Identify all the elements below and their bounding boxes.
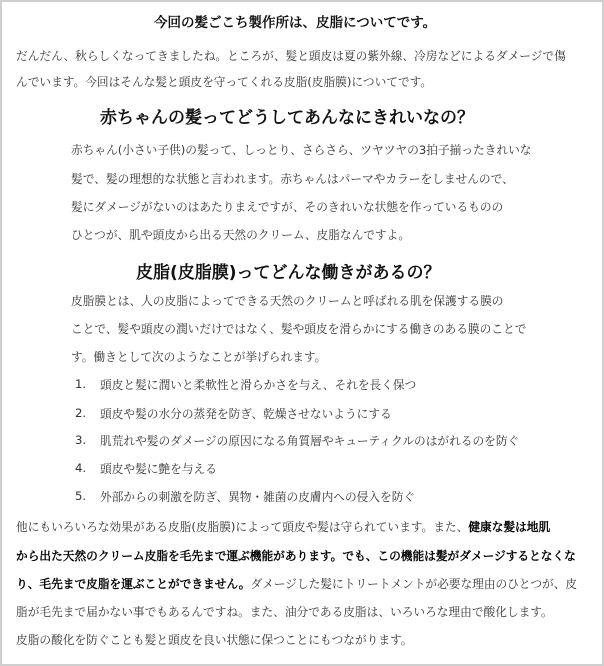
list-item-text: 頭皮や髪に艶を与える	[100, 462, 217, 476]
closing-line-1-bold: 健康な髪は地肌	[468, 520, 551, 534]
list-item-text: 頭皮や髪の水分の蒸発を防ぎ、乾燥させないようにする	[100, 407, 392, 421]
list-item-number: 1.	[75, 377, 87, 391]
section1-line-3: 髪にダメージがないのはあたりまえですが、そのきれいな状態を作っているものの	[71, 200, 504, 214]
closing-line-3	[16, 576, 577, 592]
list-item-number: 4.	[75, 461, 87, 475]
intro-line-2: んでいます。今回はそんな髪と頭皮を守ってくれる皮脂(皮脂膜)についてです。	[16, 75, 433, 89]
list-item-number: 2.	[75, 406, 87, 420]
intro-line-1: だんだん、秋らしくなってきましたね。ところが、髪と頭皮は夏の紫外線、冷房などによるダメージで傷	[16, 49, 566, 63]
section1-line-1: 赤ちゃん(小さい子供)の髪って、しっとり、さらさら、ツヤツヤの3拍子揃ったきれいな	[71, 143, 532, 157]
list-item-number: 5.	[75, 489, 87, 503]
closing-line-3-normal: ダメージした髪にトリートメントが必要な理由のひとつが、皮	[250, 577, 578, 591]
closing-line-3-bold: り、毛先まで皮脂を運ぶことができません。	[16, 577, 251, 591]
closing-line-2: から出た天然のクリーム皮脂を毛先まで運ぶ機能があります。でも、この機能は髪がダメージするとなくな	[16, 549, 576, 563]
closing-line-1-normal: 他にもいろいろな効果がある皮脂(皮脂膜)によって頭皮や髪は守られています。また、	[16, 520, 469, 534]
list-item-text: 肌荒れや髪のダメージの原因になる角質層やキューティクルのはがれるのを防ぐ	[100, 434, 520, 448]
section1-line-2: 髪で、髪の理想的な状態と言われます。赤ちゃんはパーマやカラーをしませんので、	[71, 172, 514, 186]
section2-line-3: す。働きとして次のようなことが挙げられます。	[71, 350, 327, 364]
closing-line-5: 皮脂の酸化を防ぐことも髪と頭皮を良い状態に保つことにもつながります。	[16, 633, 413, 647]
list-item-text: 頭皮と髪に潤いと柔軟性と滑らかさを与え、それを長く保つ	[100, 378, 417, 392]
closing-line-1	[16, 519, 550, 535]
section2-line-2: ことで、髪や頭皮の潤いだけではなく、髪や頭皮を滑らかにする働きのある膜のことで	[71, 322, 527, 336]
closing-line-4: 脂が毛先まで届かない事でもあるんですね。また、油分である皮脂は、いろいろな理由で酸化します。	[16, 605, 553, 619]
section1-heading: 赤ちゃんの髪ってどうしてあんなにきれいなの？	[100, 108, 474, 128]
section2-line-1: 皮脂膜とは、人の皮脂によってできる天然のクリームと呼ばれる肌を保護する膜の	[71, 294, 504, 308]
section1-line-4: ひとつが、肌や頭皮から出る天然のクリーム、皮脂なんですよ。	[71, 228, 411, 242]
list-item-number: 3.	[75, 433, 87, 447]
page-title: 今回の髪ごこち製作所は、皮脂についてです。	[154, 15, 437, 31]
list-item-text: 外部からの刺激を防ぎ、異物・雑菌の皮膚内への侵入を防ぐ	[100, 490, 416, 504]
section2-heading: 皮脂(皮脂膜)ってどんな働きがあるの？	[136, 263, 441, 283]
